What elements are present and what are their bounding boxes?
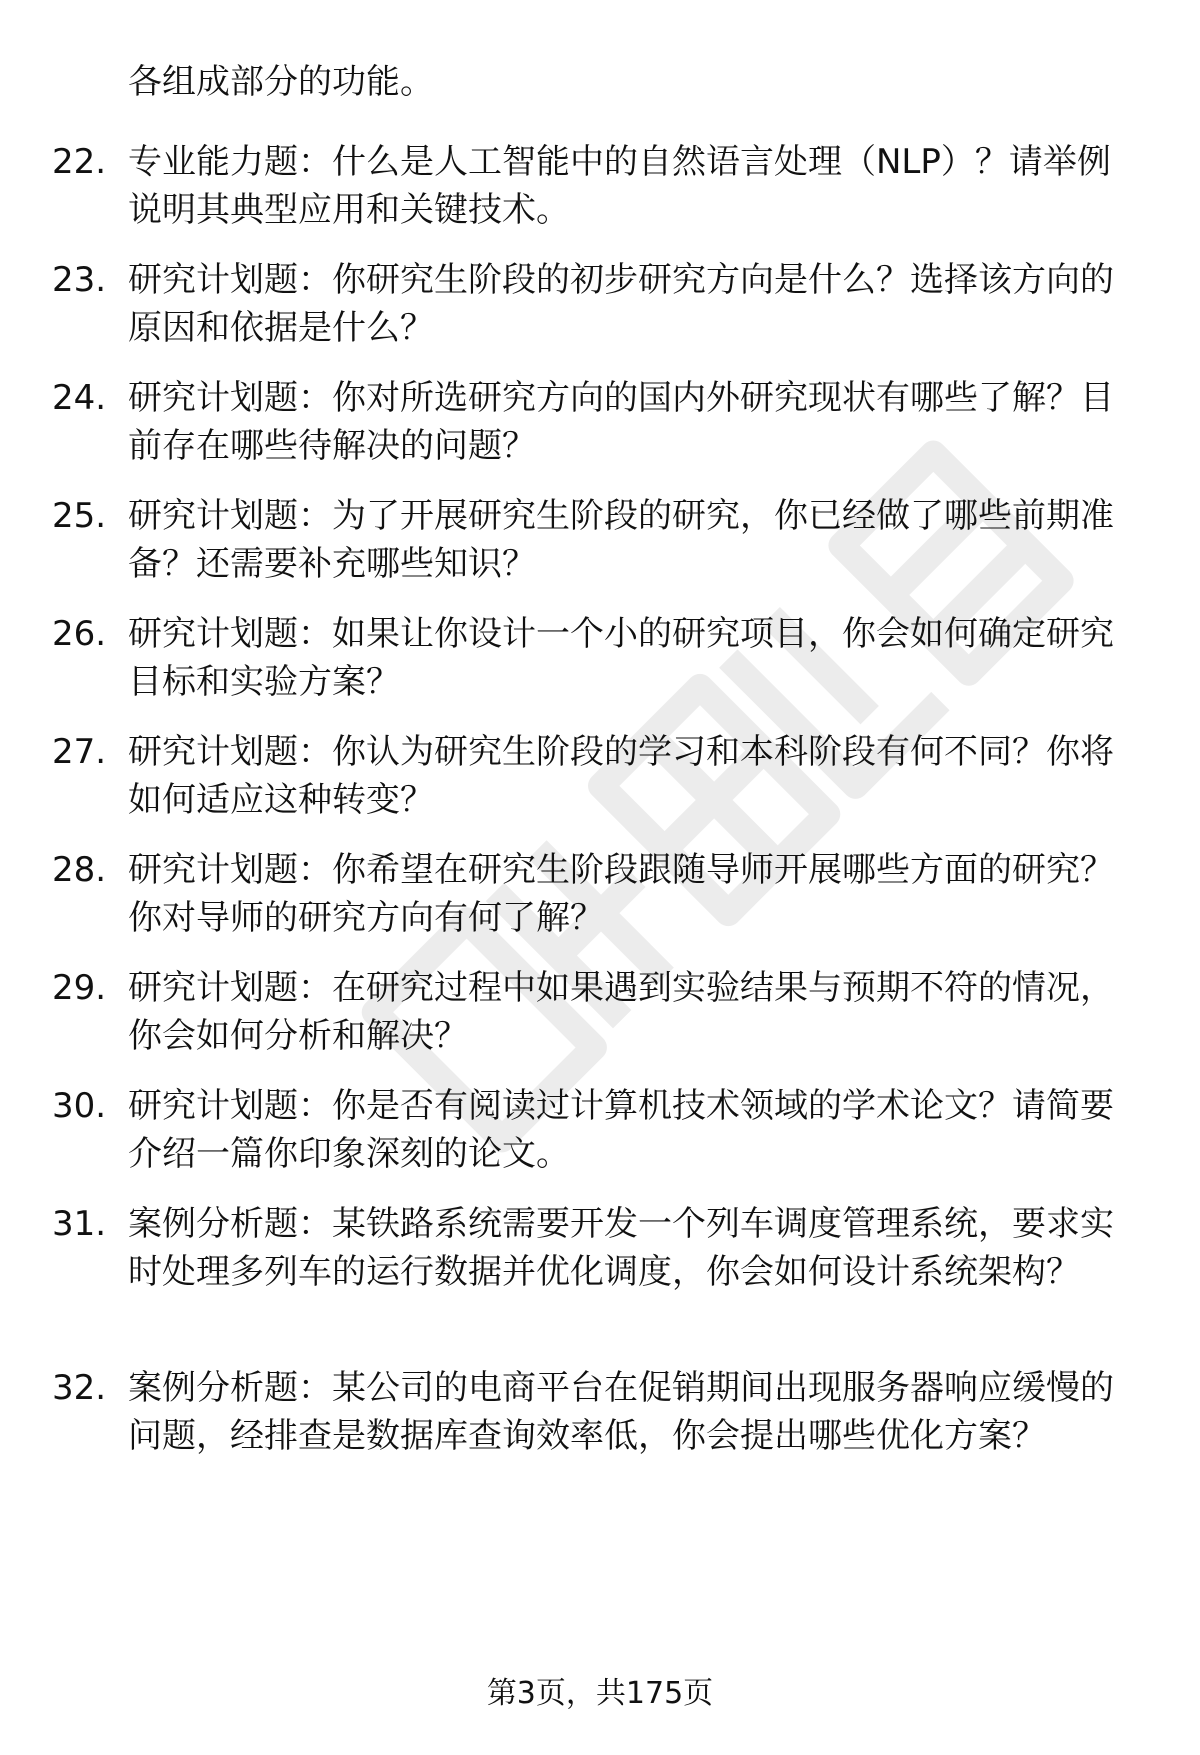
item-number: 29. — [52, 968, 107, 1008]
item-number: 22. — [52, 142, 107, 182]
item-number: 27. — [52, 732, 107, 772]
item-text: 案例分析题：某公司的电商平台在促销期间出现服务器响应缓慢的问题，经排查是数据库查询效率低，你会提出哪些优化方案？ — [128, 1368, 1114, 1456]
item-number: 28. — [52, 850, 107, 890]
item-text: 研究计划题：在研究过程中如果遇到实验结果与预期不符的情况，你会如何分析和解决？ — [128, 968, 1114, 1056]
item-text: 研究计划题：你希望在研究生阶段跟随导师开展哪些方面的研究？你对导师的研究方向有何了解？ — [128, 850, 1114, 938]
item-text: 研究计划题：你是否有阅读过计算机技术领域的学术论文？请简要介绍一篇你印象深刻的论文。 — [128, 1086, 1114, 1174]
item-number: 25. — [52, 496, 107, 536]
item-text: 研究计划题：你认为研究生阶段的学习和本科阶段有何不同？你将如何适应这种转变？ — [128, 732, 1114, 820]
item-number: 31. — [52, 1204, 107, 1244]
item-text: 研究计划题：你研究生阶段的初步研究方向是什么？选择该方向的原因和依据是什么？ — [128, 260, 1114, 348]
page-footer: 第3页，共175页 — [486, 1676, 714, 1711]
item-number: 26. — [52, 614, 107, 654]
item-number: 30. — [52, 1086, 107, 1126]
continuation-text: 各组成部分的功能。 — [128, 62, 434, 102]
item-number: 24. — [52, 378, 107, 418]
item-text: 案例分析题：某铁路系统需要开发一个列车调度管理系统，要求实时处理多列车的运行数据并优化调度，你会如何设计系统架构？ — [128, 1204, 1114, 1292]
item-text: 研究计划题：为了开展研究生阶段的研究，你已经做了哪些前期准备？还需要补充哪些知识？ — [128, 496, 1114, 584]
item-text: 研究计划题：你对所选研究方向的国内外研究现状有哪些了解？目前存在哪些待解决的问题？ — [128, 378, 1114, 466]
item-number: 23. — [52, 260, 107, 300]
item-text: 研究计划题：如果让你设计一个小的研究项目，你会如何确定研究目标和实验方案？ — [128, 614, 1114, 702]
item-number: 32. — [52, 1368, 107, 1408]
item-text: 专业能力题：什么是人工智能中的自然语言处理（NLP）？请举例说明其典型应用和关键技术。 — [128, 142, 1111, 230]
